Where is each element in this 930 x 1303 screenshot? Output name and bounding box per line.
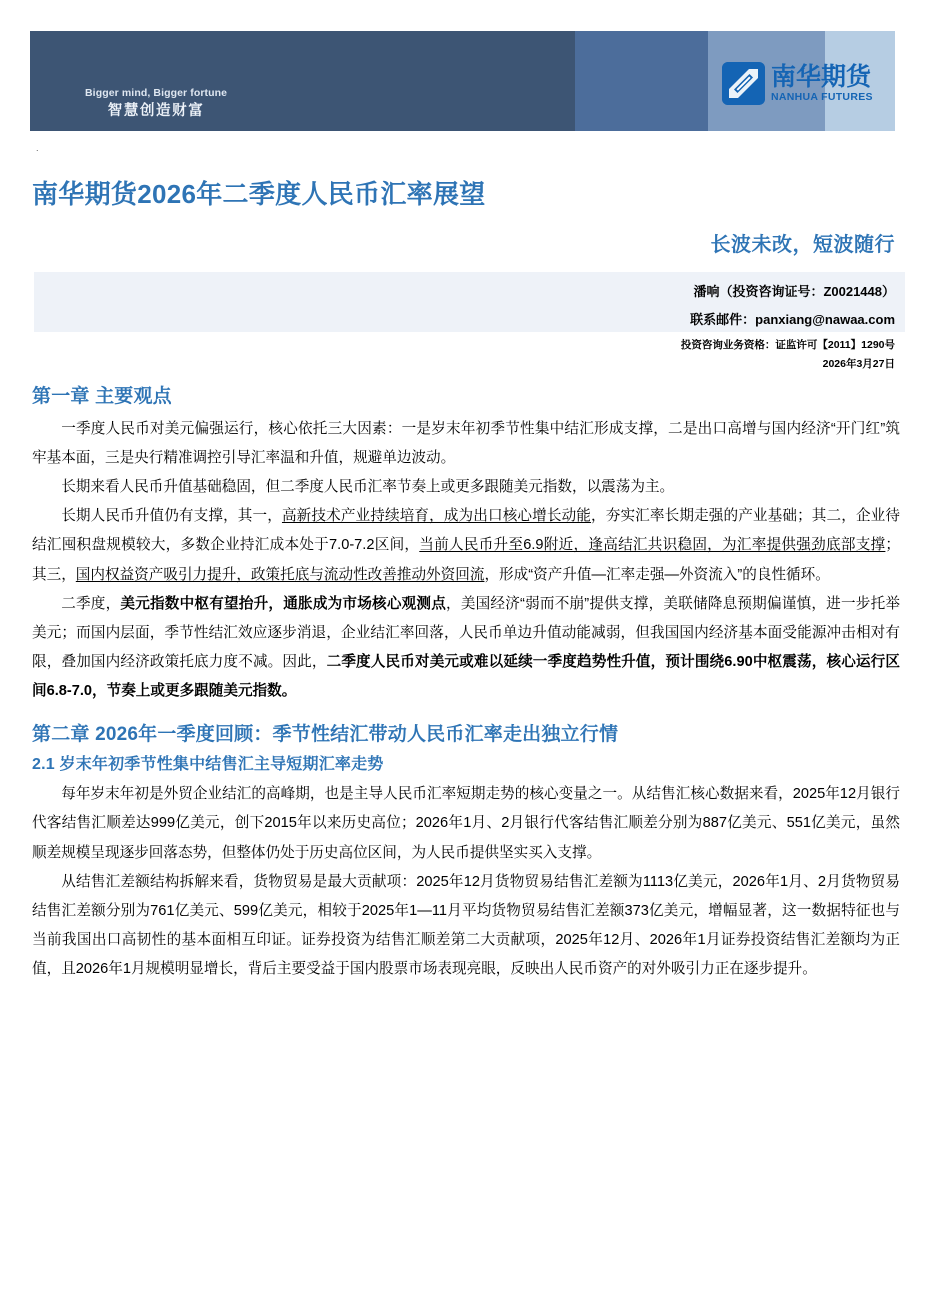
text-run: 长期人民币升值仍有支撑，其一，	[61, 508, 282, 525]
emphasis-bold: 二季度人民币对美元或难以延续一季度趋势性升值，预计围绕6.90中枢震荡，核心运行区间6.8-7.0，节奏上或更多跟随美元指数。	[32, 654, 900, 700]
page-subtitle: 长波未改，短波随行	[710, 234, 895, 256]
body-paragraph	[32, 502, 900, 590]
text-run: ；其三，	[32, 537, 901, 583]
text-run: 每年岁末年初是外贸企业结汇的高峰期，也是主导人民币汇率短期走势的核心变量之一。从结售汇核心数据来看，2025年12月银行代客结售汇顺差达999亿美元，创下2015年以来历史高位；2026年1月、2月银行代客结售汇顺差分别为887亿美元、551亿美元，虽然顺差规模呈现逐步回落态势，但整体仍处于历史高位区间，为人民币提供坚实买入支撑。	[32, 786, 900, 861]
publish-date: 2026年3月27日	[822, 358, 895, 370]
emphasis-underline: 国内权益资产吸引力提升，政策托底与流动性改善推动外资回流	[75, 566, 485, 583]
banner-band-mid	[575, 31, 708, 131]
body-paragraph	[32, 780, 900, 868]
logo-chinese-name: 南华期货	[771, 62, 872, 92]
text-run: ，形成“资产升值—汇率走强—外资流入”的良性循环。	[484, 566, 830, 583]
body-paragraph	[32, 868, 900, 985]
body-paragraph	[32, 590, 900, 707]
emphasis-bold: 美元指数中枢有望抬升，通胀成为市场核心观测点	[120, 595, 447, 612]
section-2-1-heading: 2.1 岁末年初季节性集中结售汇主导短期汇率走势	[32, 756, 384, 774]
chapter-one-heading: 第一章 主要观点	[32, 386, 172, 407]
text-run: 二季度，	[61, 595, 121, 612]
slogan-chinese: 智慧创造财富	[107, 103, 205, 120]
logo-wordmark	[771, 64, 873, 103]
slogan-english: Bigger mind, Bigger fortune	[85, 87, 228, 99]
text-run: ，美国经济“弱而不崩”提供支撑，美联储降息预期偏谨慎，进一步托举美元；而国内层面，季节性结汇效应逐步消退，企业结汇率回落，人民币单边升值动能减弱，但我国国内经济基本面受能源冲击相对有限，叠加国内经济政策托底力度不减。因此，	[32, 595, 900, 671]
chapter-one-paragraphs	[32, 415, 900, 707]
emphasis-underline: 当前人民币升至6.9附近，逢高结汇共识稳固，为汇率提供强劲底部支撑	[419, 537, 886, 554]
contact-email: 联系邮件：panxiang@nawaa.com	[690, 312, 895, 327]
body-paragraph	[32, 415, 900, 473]
text-run: ，夯实汇率长期走强的产业基础；其二，企业待结汇囤积盘规模较大，多数企业持汇成本处于7.0-7.2区间，	[32, 508, 900, 554]
page-title: 南华期货2026年二季度人民币汇率展望	[32, 179, 486, 209]
document-body	[32, 384, 900, 985]
logo-english-name: NANHUA FUTURES	[771, 91, 873, 104]
chapter-two-paragraphs	[32, 780, 900, 984]
company-slogan	[85, 86, 227, 122]
analyst-name: 潘响（投资咨询证号：Z0021448）	[693, 284, 895, 299]
body-paragraph	[32, 473, 900, 502]
license-statement: 投资咨询业务资格：证监许可【2011】1290号	[680, 339, 895, 351]
nanhua-logo-icon	[722, 62, 765, 105]
text-run: 长期来看人民币升值基础稳固，但二季度人民币汇率节奏上或更多跟随美元指数，以震荡为主。	[61, 478, 675, 495]
chapter-two-heading: 第二章 2026年一季度回顾：季节性结汇带动人民币汇率走出独立行情	[32, 724, 619, 746]
text-run: 一季度人民币对美元偏强运行，核心依托三大因素：一是岁末年初季节性集中结汇形成支撑，二是出口高增与国内经济“开门红”筑牢基本面，三是央行精准调控引导汇率温和升值，规避单边波动。	[32, 420, 900, 466]
stray-mark: .	[36, 143, 39, 153]
emphasis-underline: 高新技术产业持续培育，成为出口核心增长动能	[281, 508, 592, 525]
company-logo	[722, 62, 873, 105]
text-run: 从结售汇差额结构拆解来看，货物贸易是最大贡献项：2025年12月货物贸易结售汇差额为1113亿美元，2026年1月、2月货物贸易结售汇差额分别为761亿美元、599亿美元，相较于2025年1—11月平均货物贸易结售汇差额373亿美元，增幅显著，这一数据特征也与当前我国出口高韧性的基本面相互印证。证券投资为结售汇顺差第二大贡献项，2025年12月、2026年1月证券投资结售汇差额均为正值，且2026年1月规模明显增长，背后主要受益于国内股票市场表现亮眼，反映出人民币资产的对外吸引力正在逐步提升。	[32, 873, 900, 978]
